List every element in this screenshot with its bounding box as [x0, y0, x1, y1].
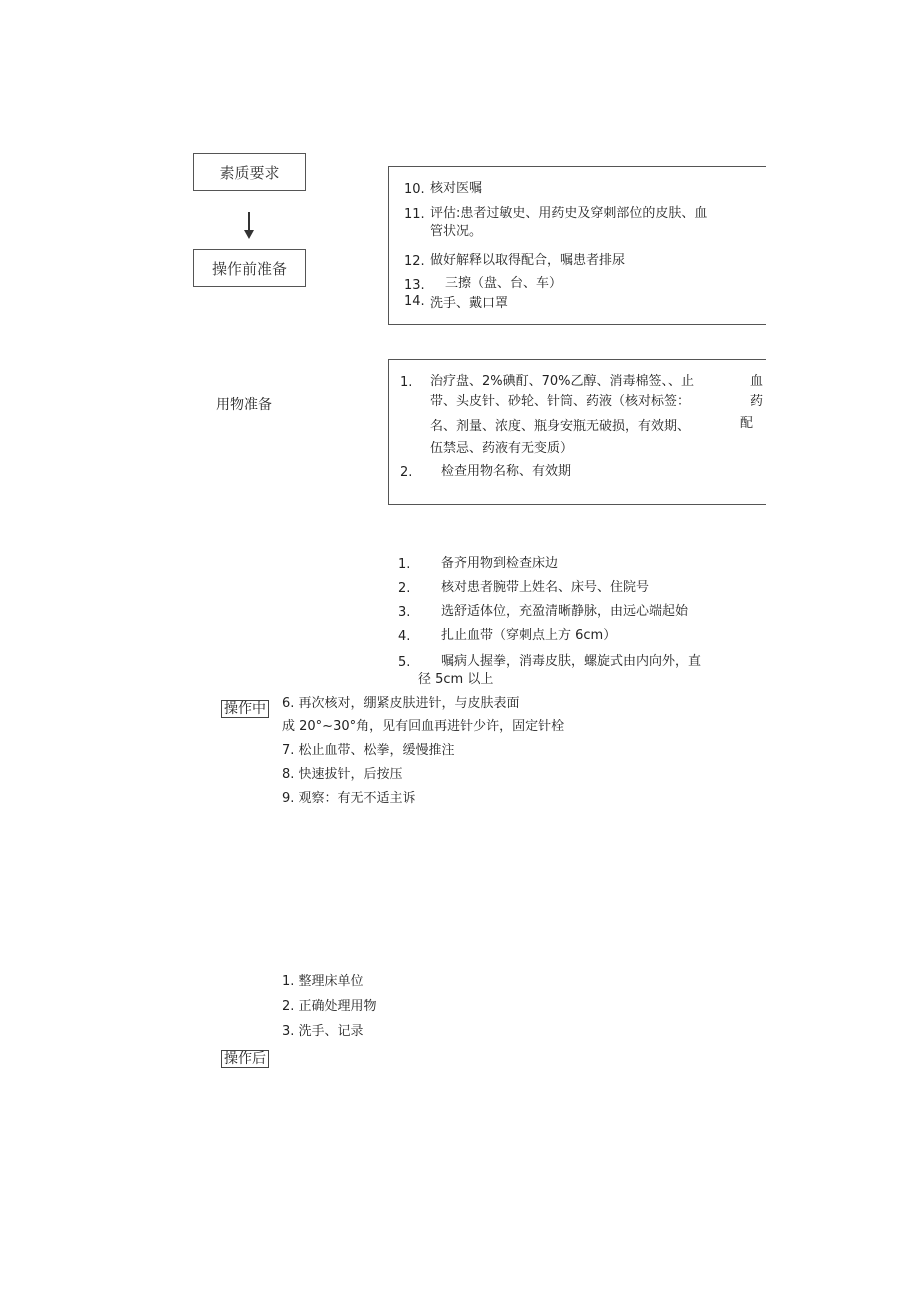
during-item-num: 4.	[398, 629, 411, 644]
materials-item-line: 治疗盘、2%碘酊、70%乙醇、消毒棉签、、止	[430, 374, 695, 389]
stage-preop-box	[193, 249, 306, 287]
during-item-num: 2.	[398, 581, 411, 596]
preop-item-cont: 管状况。	[430, 224, 483, 239]
after-step-line: 1. 整理床单位	[282, 974, 364, 989]
materials-side-text: 药	[750, 394, 764, 409]
preop-item-num: 10.	[404, 182, 425, 197]
stage-materials-label: 用物准备	[216, 397, 272, 413]
preop-item-text: 三擦（盘、台、车）	[445, 276, 563, 291]
during-item-text: 扎止血带（穿刺点上方 6cm）	[441, 628, 617, 643]
preop-item-text: 核对医嘱	[430, 181, 483, 196]
preop-item-num: 12.	[404, 254, 425, 269]
stage-after-tag: 操作后	[221, 1050, 269, 1068]
stage-quality-label: 素质要求	[219, 163, 280, 182]
materials-item-line: 检查用物名称、有效期	[441, 464, 572, 479]
after-step-line: 3. 洗手、记录	[282, 1024, 364, 1039]
stage-preop-label: 操作前准备	[211, 259, 287, 278]
during-item-text: 嘱病人握拳，消毒皮肤，螺旋式由内向外，直	[441, 654, 702, 669]
during-step-line: 9. 观察：有无不适主诉	[282, 791, 416, 806]
preop-item-text: 做好解释以取得配合，嘱患者排尿	[430, 253, 626, 268]
during-item-cont: 径 5cm 以上	[418, 672, 494, 687]
during-item-num: 1.	[398, 557, 411, 572]
during-item-num: 3.	[398, 605, 411, 620]
during-item-text: 选舒适体位，充盈清晰静脉，由远心端起始	[441, 604, 689, 619]
during-item-num: 5.	[398, 655, 411, 670]
during-step-line: 8. 快速拔针，后按压	[282, 767, 403, 782]
during-item-text: 核对患者腕带上姓名、床号、住院号	[441, 580, 650, 595]
materials-item-line: 名、剂量、浓度、瓶身安瓶无破损，有效期、	[430, 419, 691, 434]
materials-item-line: 伍禁忌、药液有无变质）	[430, 441, 574, 456]
preop-item-num: 13.	[404, 278, 425, 293]
during-step-line: 6. 再次核对，绷紧皮肤进针，与皮肤表面	[282, 696, 520, 711]
down-arrow-icon	[243, 212, 255, 242]
preop-item-num: 14.	[404, 294, 425, 309]
stage-quality-box	[193, 153, 306, 191]
materials-side-text: 血	[750, 374, 764, 389]
materials-item-num: 1.	[400, 375, 413, 390]
stage-during-tag: 操作中	[221, 700, 269, 718]
during-step-line: 成 20°~30°角，见有回血再进针少许，固定针栓	[282, 719, 565, 734]
materials-side-text: 配	[740, 416, 754, 431]
preop-item-num: 11.	[404, 207, 425, 222]
preop-item-text: 洗手、戴口罩	[430, 296, 509, 311]
preop-item-text: 评估:患者过敏史、用药史及穿刺部位的皮肤、血	[430, 206, 708, 221]
during-step-line: 7. 松止血带、松拳，缓慢推注	[282, 743, 455, 758]
during-item-text: 备齐用物到检查床边	[441, 556, 559, 571]
after-step-line: 2. 正确处理用物	[282, 999, 377, 1014]
materials-item-line: 带、头皮针、砂轮、针筒、药液（核对标签：	[430, 394, 691, 409]
materials-item-num: 2.	[400, 465, 413, 480]
